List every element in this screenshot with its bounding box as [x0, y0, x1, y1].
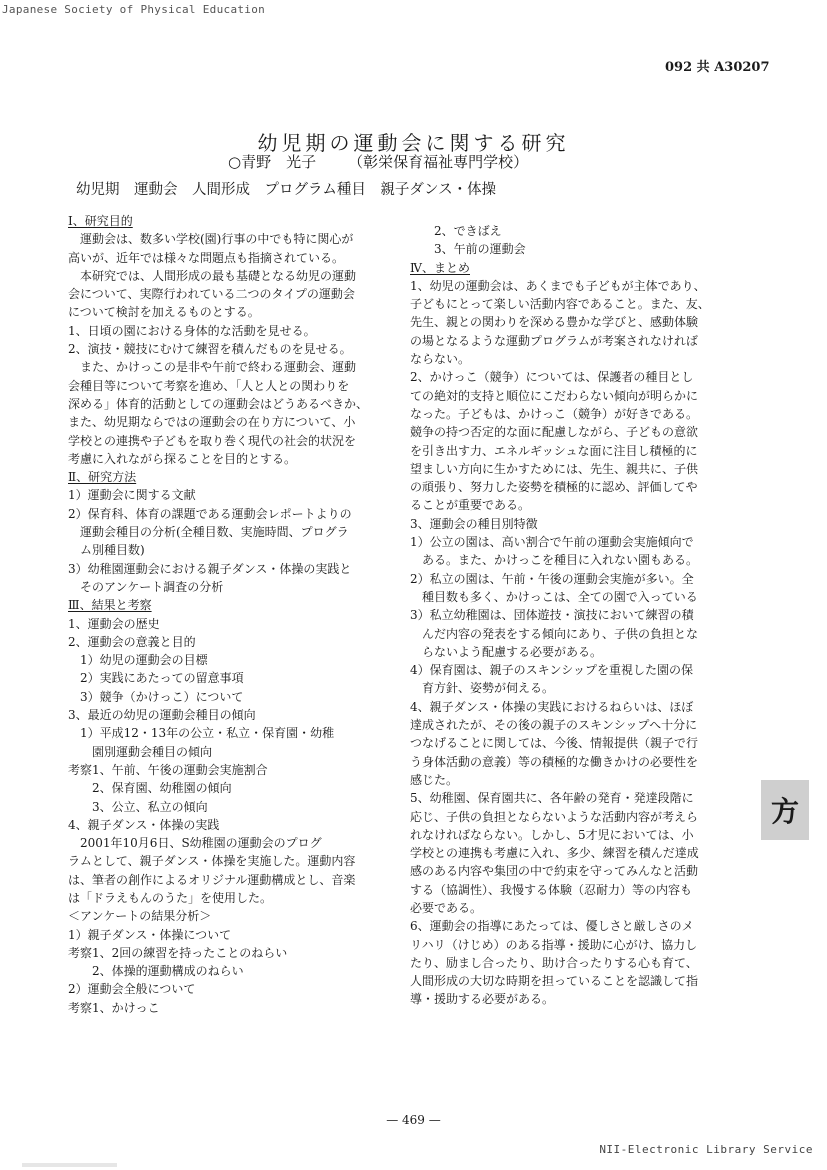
- body-text-line: 先生、親との関わりを深める豊かな学びと、感動体験: [410, 315, 699, 330]
- society-header: Japanese Society of Physical Education: [2, 3, 266, 16]
- body-text-line: 2、かけっこ（競争）については、保護者の種目とし: [410, 370, 694, 385]
- body-text-line: 2）実践にあたっての留意事項: [68, 671, 244, 686]
- body-text-line: 運動会種目の分析(全種目数、実施時間、プログラ: [68, 525, 349, 540]
- body-text-line: 種目数も多く、かけっこは、全ての園で入っている: [410, 589, 698, 604]
- body-text-line: 考慮に入れながら探ることを目的とする。: [68, 451, 297, 466]
- author-line: [228, 151, 528, 172]
- body-text-line: リハリ（けじめ）のある指導・援助に心がけ、協力し: [410, 937, 698, 952]
- body-text-line: 運動会は、数多い学校(園)行事の中でも特に関心が: [68, 232, 354, 247]
- page-number: — 469 —: [386, 1113, 441, 1127]
- body-text-line: 考察1、2回の練習を持ったことのねらい: [68, 945, 288, 960]
- section-heading: Ⅰ、研究目的: [68, 214, 133, 228]
- author-name: ○青野 光子: [228, 153, 317, 171]
- library-footer: NII-Electronic Library Service: [599, 1143, 813, 1156]
- body-text-line: 園別運動会種目の傾向: [68, 744, 213, 759]
- paper-title: 幼児期の運動会に関する研究: [257, 131, 570, 155]
- body-text-line: ＜アンケートの結果分析＞: [68, 909, 212, 924]
- body-text-line: 1、運動会の歴史: [68, 616, 160, 631]
- section-heading: Ⅱ、研究方法: [68, 470, 137, 485]
- right-column: [410, 222, 750, 1009]
- left-column: [68, 212, 398, 1017]
- body-text-line: 人間形成の大切な時期を担っていることを認識して指: [410, 974, 699, 989]
- body-text-line: 子どもにとって楽しい活動内容であること。また、友、: [410, 297, 710, 312]
- body-text-line: 3、最近の幼児の運動会種目の傾向: [68, 708, 256, 723]
- body-text-line: 1）公立の園は、高い割合で午前の運動会実施傾向で: [410, 535, 694, 550]
- body-text-line: つなげることに関しては、今後、情報提供（親子で行: [410, 736, 699, 751]
- section-heading: Ⅳ、まとめ: [410, 260, 470, 275]
- body-text-line: 学校との連携も考慮に入れ、多少、練習を積んだ達成: [410, 846, 699, 861]
- scan-edge-mark: [22, 1163, 117, 1167]
- body-text-line: 深める」体育的活動としての運動会はどうあるべきか、: [68, 396, 369, 411]
- body-text-line: ラムとして、親子ダンス・体操を実施した。運動内容: [68, 854, 356, 869]
- body-text-line: 4）保育園は、親子のスキンシップを重視した園の保: [410, 663, 693, 678]
- body-text-line: 達成されたが、その後の親子のスキンシップへ十分に: [410, 718, 698, 733]
- body-text-line: また、幼児期ならではの運動会の在り方について、小: [68, 415, 356, 430]
- body-text-line: の頑張り、努力した姿勢を積極的に認め、評価してや: [410, 480, 698, 495]
- body-text-line: 1）平成12・13年の公立・私立・保育園・幼稚: [68, 726, 335, 741]
- body-text-line: 2）私立の園は、午前・午後の運動会実施が多い。全: [410, 571, 694, 586]
- body-text-line: ならない。: [410, 352, 471, 367]
- body-text-line: 感のある内容や集団の中で約束を守ってみんなと活動: [410, 864, 699, 879]
- body-text-line: 感じた。: [410, 772, 459, 787]
- body-text-line: 高いが、近年では様々な問題点も指摘されている。: [68, 250, 345, 265]
- body-text-line: 3）私立幼稚園は、団体遊技・演技において練習の積: [410, 608, 694, 623]
- body-text-line: 必要である。: [410, 900, 483, 915]
- body-text-line: 3）競争（かけっこ）について: [68, 689, 244, 704]
- body-text-line: 3、運動会の種目別特徴: [410, 516, 538, 531]
- body-text-line: 2001年10月6日、S幼稚園の運動会のプログ: [68, 836, 322, 851]
- body-text-line: そのアンケート調査の分析: [68, 579, 224, 594]
- body-text-line: 6、運動会の指導にあたっては、優しさと厳しさのメ: [410, 919, 694, 934]
- body-text-line: なった。子どもは、かけっこ（競争）が好きである。: [410, 406, 699, 421]
- body-text-line: 3、公立、私立の傾向: [68, 799, 208, 814]
- author-affiliation: （彰栄保育福祉専門学校）: [348, 153, 529, 171]
- body-text-line: 4、親子ダンス・体操の実践: [68, 817, 220, 832]
- body-text-line: 2、体操的運動構成のねらい: [68, 964, 244, 979]
- body-text-line: 競争の持つ否定的な面に配慮しながら、子どもの意欲: [410, 425, 699, 440]
- body-text-line: ることが重要である。: [410, 498, 531, 513]
- body-text-line: ての絶対的支持と順位にこだわらない傾向が明らかに: [410, 388, 699, 403]
- section-heading: Ⅲ、結果と考察: [68, 598, 152, 613]
- document-code: 092 共 A30207: [665, 60, 770, 75]
- body-text-line: 3）幼稚園運動会における親子ダンス・体操の実践と: [68, 561, 352, 576]
- body-text-line: 学校との連携や子どもを取り巻く現代の社会的状況を: [68, 433, 357, 448]
- body-text-line: 本研究では、人間形成の最も基礎となる幼児の運動: [68, 268, 357, 283]
- keywords: 幼児期 運動会 人間形成 プログラム種目 親子ダンス・体操: [76, 182, 497, 198]
- body-text-line: 1、幼児の運動会は、あくまでも子どもが主体であり、: [410, 278, 706, 293]
- body-text-line: らないよう配慮する必要がある。: [410, 644, 603, 659]
- body-text-line: 1）幼児の運動会の目標: [68, 653, 208, 668]
- body-text-line: 3、午前の運動会: [410, 242, 526, 257]
- body-text-line: ある。また、かけっこを種目に入れない園もある。: [410, 553, 699, 568]
- body-text-line: 会について、実際行われている二つのタイプの運動会: [68, 287, 355, 302]
- section-index-tab: 方: [761, 780, 809, 840]
- body-text-line: 1）親子ダンス・体操について: [68, 927, 232, 942]
- body-text-line: う身体活動の意義）等の積極的な働きかけの必要性を: [410, 754, 699, 769]
- body-text-line: 2、演技・競技にむけて練習を積んだものを見せる。: [68, 342, 352, 357]
- body-text-line: 育方針、姿勢が伺える。: [410, 681, 555, 696]
- body-text-line: んだ内容の発表をする傾向にあり、子供の負担とな: [410, 626, 699, 641]
- body-text-line: 2）保育科、体育の課題である運動会レポートよりの: [68, 506, 352, 521]
- body-text-line: する（協調性）、我慢する体験（忍耐力）等の内容も: [410, 882, 693, 897]
- body-text-line: 1）運動会に関する文献: [68, 488, 196, 503]
- body-text-line: ム別種目数): [68, 543, 145, 558]
- body-text-line: の場となるような運動プログラムが考案されなければ: [410, 333, 698, 348]
- body-text-line: れなければならない。しかし、5才児においては、小: [410, 827, 694, 842]
- body-text-line: 導・援助する必要がある。: [410, 992, 555, 1007]
- body-text-line: 考察1、午前、午後の運動会実施割合: [68, 762, 268, 777]
- body-text-line: 4、親子ダンス・体操の実践におけるねらいは、ほぼ: [410, 699, 694, 714]
- body-text-line: 望ましい方向に生かすためには、先生、親共に、子供: [410, 461, 699, 476]
- body-text-line: は「ドラえもんのうた」を使用した。: [68, 890, 273, 905]
- body-text-line: たり、励まし合ったり、助け合ったりする心も育て、: [410, 955, 698, 970]
- body-text-line: 会種目等について考察を進め、「人と人との関わりを: [68, 378, 350, 393]
- body-text-line: 5、幼稚園、保育園共に、各年齢の発育・発達段階に: [410, 791, 694, 806]
- body-text-line: 考察1、かけっこ: [68, 1000, 160, 1015]
- body-text-line: また、かけっこの是非や午前で終わる運動会、運動: [68, 360, 357, 375]
- body-text-line: 応じ、子供の負担とならないような活動内容が考えら: [410, 809, 699, 824]
- body-text-line: を引き出す力、エネルギッシュな面に注目し積極的に: [410, 443, 698, 458]
- body-text-line: 1、日頃の園における身体的な活動を見せる。: [68, 323, 316, 338]
- body-text-line: 2、できばえ: [410, 224, 502, 238]
- body-text-line: 2、保育園、幼稚園の傾向: [68, 781, 232, 796]
- body-text-line: 2）運動会全般について: [68, 982, 196, 997]
- body-text-line: 2、運動会の意義と目的: [68, 634, 196, 649]
- body-text-line: は、筆者の創作によるオリジナル運動構成とし、音楽: [68, 872, 356, 887]
- body-text-line: について検討を加えるものとする。: [68, 305, 260, 320]
